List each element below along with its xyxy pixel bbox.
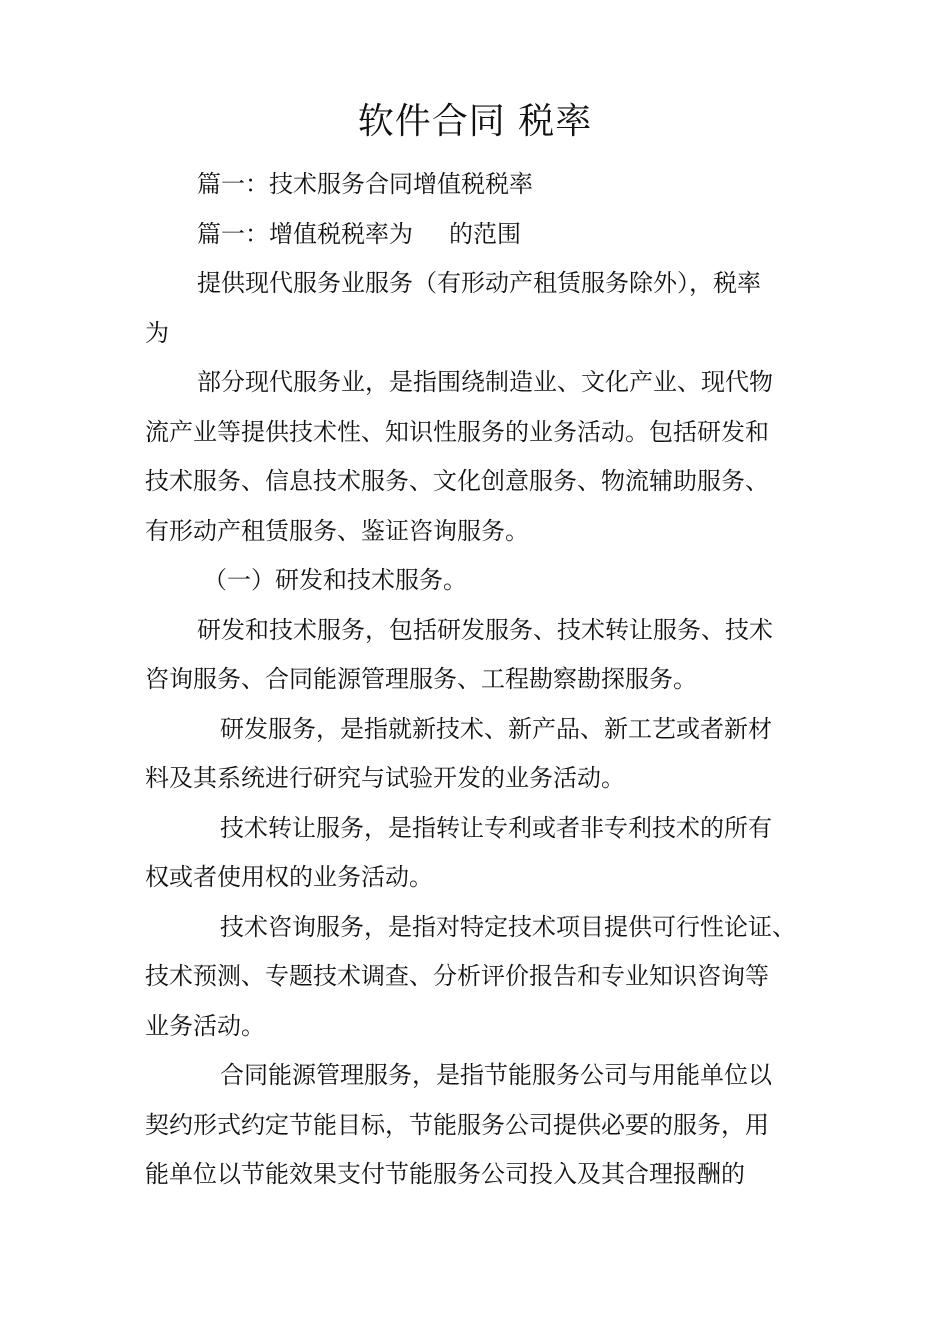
text-line: 有形动产租赁服务、鉴证咨询服务。 [145, 516, 529, 545]
text-fragment: 篇一：增值税税率为 [197, 219, 413, 248]
text-line: 技术预测、专题技术调查、分析评价报告和专业知识咨询等 [145, 962, 769, 990]
text-line: 研发和技术服务，包括研发服务、技术转让服务、技术 [197, 615, 773, 644]
text-line: 业务活动。 [145, 1011, 265, 1040]
text-line: 部分现代服务业，是指围绕制造业、文化产业、现代物 [197, 368, 773, 396]
paragraph-modern-services [145, 358, 835, 556]
paragraph-tax-rate [145, 259, 835, 358]
paragraph-subheading [145, 556, 835, 606]
paragraph-energy-management [145, 1051, 835, 1200]
text-line: 技术咨询服务，是指对特定技术项目提供可行性论证、 [220, 912, 796, 941]
text-line: 料及其系统进行研究与试验开发的业务活动。 [145, 764, 625, 792]
text-line-with-gap [145, 210, 835, 260]
text-line: 契约形式约定节能目标，节能服务公司提供必要的服务，用 [145, 1110, 769, 1139]
paragraph-rd-definition [145, 705, 835, 804]
paragraph-tech-consulting [145, 903, 835, 1052]
text-line: 咨询服务、合同能源管理服务、工程勘察勘探服务。 [145, 665, 697, 693]
paragraph-rd-services [145, 606, 835, 705]
paragraph-tech-transfer [145, 804, 835, 903]
text-line: 提供现代服务业服务（有形动产租赁服务除外），税率 [197, 269, 761, 297]
text-line: 流产业等提供技术性、知识性服务的业务活动。包括研发和 [145, 417, 769, 446]
text-line: 能单位以节能效果支付节能服务公司投入及其合理报酬的 [145, 1160, 745, 1188]
text-line: 技术服务、信息技术服务、文化创意服务、物流辅助服务、 [145, 467, 769, 495]
text-line: 研发服务，是指就新技术、新产品、新工艺或者新材 [220, 714, 772, 743]
text-line: 为 [145, 318, 169, 347]
text-line: 权或者使用权的业务活动。 [145, 863, 433, 891]
document-title: 软件合同 税率 [357, 101, 593, 142]
text-fragment: 的范围 [449, 219, 521, 248]
document-body [145, 160, 835, 1200]
text-line: （一）研发和技术服务。 [203, 566, 467, 594]
text-line: 篇一：技术服务合同增值税税率 [197, 170, 533, 198]
paragraph-section-heading-1 [145, 160, 835, 210]
text-line: 合同能源管理服务，是指节能服务公司与用能单位以 [220, 1061, 772, 1089]
paragraph-section-heading-2 [145, 210, 835, 260]
text-line: 技术转让服务，是指转让专利或者非专利技术的所有 [220, 813, 772, 842]
